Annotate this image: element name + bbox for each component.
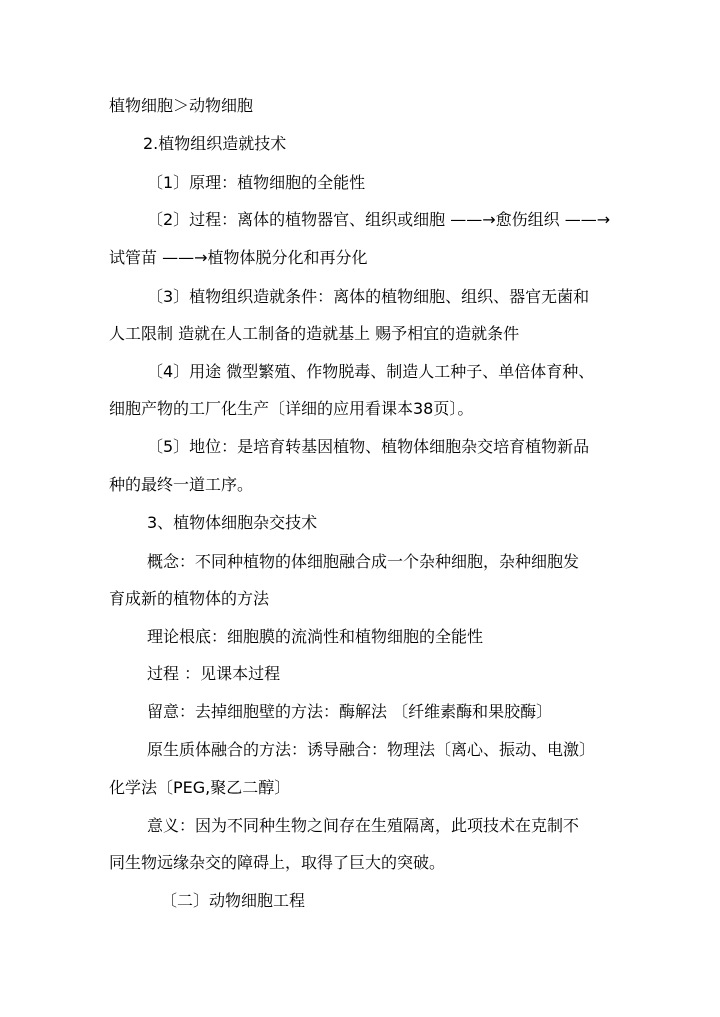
text-line: 原生质体融合的方法：诱导融合：物理法〔离心、振动、电激〕 [147, 740, 596, 759]
text-line: 种的最终一道工序。 [109, 475, 254, 494]
text-line: 化学法〔PEG,聚乙二醇〕 [109, 778, 291, 797]
text-line: 〔4〕用途 微型繁殖、作物脱毒、制造人工种子、单倍体育种、 [147, 362, 595, 381]
text-line: 过程 ：见课本过程 [147, 664, 281, 683]
section-heading: 3、植物体细胞杂交技术 [147, 513, 318, 532]
text-line: 〔2〕过程：离体的植物器官、组织或细胞 ——→愈伤组织 ——→ [147, 210, 611, 229]
text-line: 育成新的植物体的方法 [109, 589, 270, 608]
text-line: 试管苗 ——→植物体脱分化和再分化 [109, 248, 368, 267]
text-line: 〔3〕植物组织造就条件：离体的植物细胞、组织、器官无菌和 [147, 287, 590, 306]
text-line: 留意：去掉细胞壁的方法：酶解法 〔纤维素酶和果胶酶〕 [147, 702, 553, 721]
text-line: 〔1〕原理：植物细胞的全能性 [147, 173, 366, 192]
text-line: 意义：因为不同种生物之间存在生殖隔离，此项技术在克制不 [147, 816, 580, 835]
text-line: 理论根底：细胞膜的流淌性和植物细胞的全能性 [147, 627, 484, 646]
text-line: 同生物远缘杂交的障碍上，取得了巨大的突破。 [109, 853, 446, 872]
text-line: 〔5〕地位：是培育转基因植物、植物体细胞杂交培育植物新品 [147, 437, 590, 456]
text-line: 植物细胞＞动物细胞 [109, 96, 254, 115]
text-line: 概念：不同种植物的体细胞融合成一个杂种细胞，杂种细胞发 [147, 552, 580, 571]
section-heading: 2.植物组织造就技术 [143, 134, 287, 153]
text-line: 细胞产物的工厂化生产〔详细的应用看课本38页〕。 [109, 399, 474, 418]
section-heading: 〔二〕动物细胞工程 [161, 891, 306, 910]
text-line: 人工限制 造就在人工制备的造就基上 赐予相宜的造就条件 [109, 324, 520, 343]
